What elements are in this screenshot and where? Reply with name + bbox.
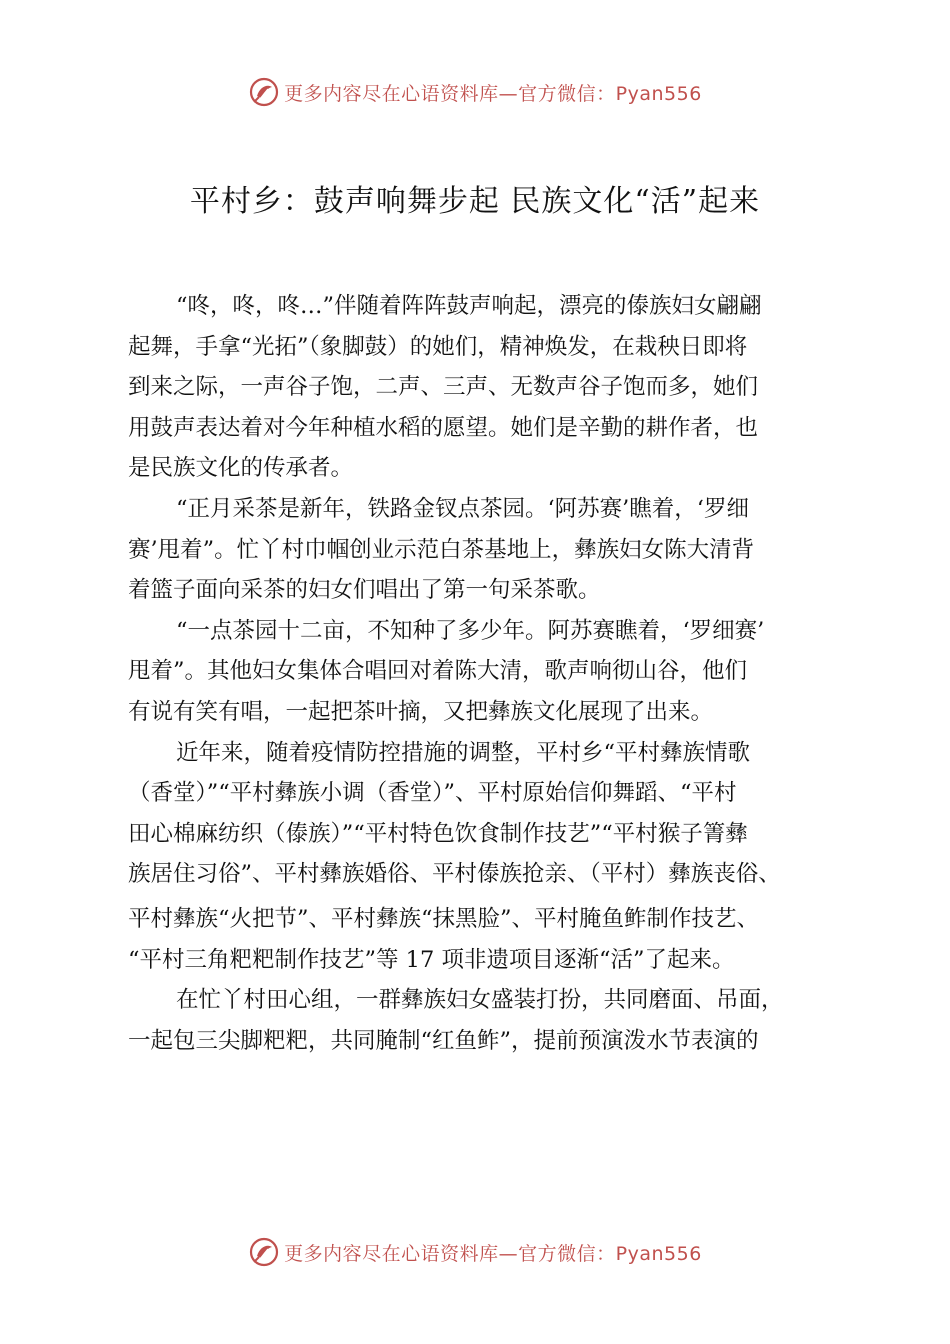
paragraph-line: 用鼓声表达着对今年种植水稻的愿望。她们是辛勤的耕作者，也 <box>128 414 759 441</box>
paragraph-line: 赛’甩着”。忙丫村巾帼创业示范白茶基地上，彝族妇女陈大清背 <box>128 536 755 563</box>
document-body <box>128 286 844 1061</box>
paragraph-line: 在忙丫村田心组，一群彝族妇女盛装打扮，共同磨面、吊面， <box>176 987 784 1014</box>
paragraph-line: “一点茶园十二亩，不知种了多少年。阿苏赛瞧着，‘罗细赛’ <box>176 617 765 644</box>
paragraph-line: “平村三角粑粑制作技艺”等 17 项非遗项目逐渐“活”了起来。 <box>128 946 735 973</box>
paragraph-line: 有说有笑有唱，一起把茶叶摘，又把彝族文化展现了出来。 <box>128 698 714 725</box>
banner-text: 更多内容尽在心语资料库—官方微信：Pyan556 <box>284 82 702 105</box>
banner-text: 更多内容尽在心语资料库—官方微信：Pyan556 <box>284 1242 702 1265</box>
paragraph-line: 田心棉麻纺织（傣族）”“平村特色饮食制作技艺”“平村猴子箐彝 <box>128 820 748 847</box>
heart-pen-logo-icon <box>248 76 280 108</box>
paragraph-line: 是民族文化的传承者。 <box>128 455 354 482</box>
paragraph-line: 族居住习俗”、平村彝族婚俗、平村傣族抢亲、（平村）彝族丧俗、 <box>128 861 781 888</box>
header-banner <box>0 72 950 112</box>
paragraph-line: “正月采茶是新年，铁路金钗点茶园。‘阿苏赛’瞧着，‘罗细 <box>176 495 749 522</box>
paragraph-line: 平村彝族“火把节”、平村彝族“抹黑脸”、平村腌鱼鲊制作技艺、 <box>128 905 760 932</box>
paragraph-line: （香堂）”“平村彝族小调（香堂）”、平村原始信仰舞蹈、“平村 <box>128 780 737 807</box>
paragraph-line: 着篮子面向采茶的妇女们唱出了第一句采茶歌。 <box>128 577 601 604</box>
paragraph-line: 到来之际，一声谷子饱，二声、三声、无数声谷子饱而多，她们 <box>128 374 759 401</box>
document-title: 平村乡：鼓声响舞步起 民族文化“活”起来 <box>189 184 761 219</box>
paragraph-line: 一起包三尖脚粑粑，共同腌制“红鱼鲊”，提前预演泼水节表演的 <box>128 1027 759 1054</box>
heart-pen-logo-icon <box>248 1236 280 1268</box>
paragraph-line: 起舞，手拿“光拓”（象脚鼓）的她们，精神焕发，在栽秧日即将 <box>128 333 748 360</box>
paragraph-line: “咚，咚，咚…”伴随着阵阵鼓声响起，漂亮的傣族妇女翩翩 <box>176 293 762 319</box>
paragraph-line: 甩着”。其他妇女集体合唱回对着陈大清，歌声响彻山谷，他们 <box>128 658 748 685</box>
footer-banner <box>0 1232 950 1272</box>
paragraph-line: 近年来，随着疫情防控措施的调整，平村乡“平村彝族情歌 <box>176 739 751 766</box>
